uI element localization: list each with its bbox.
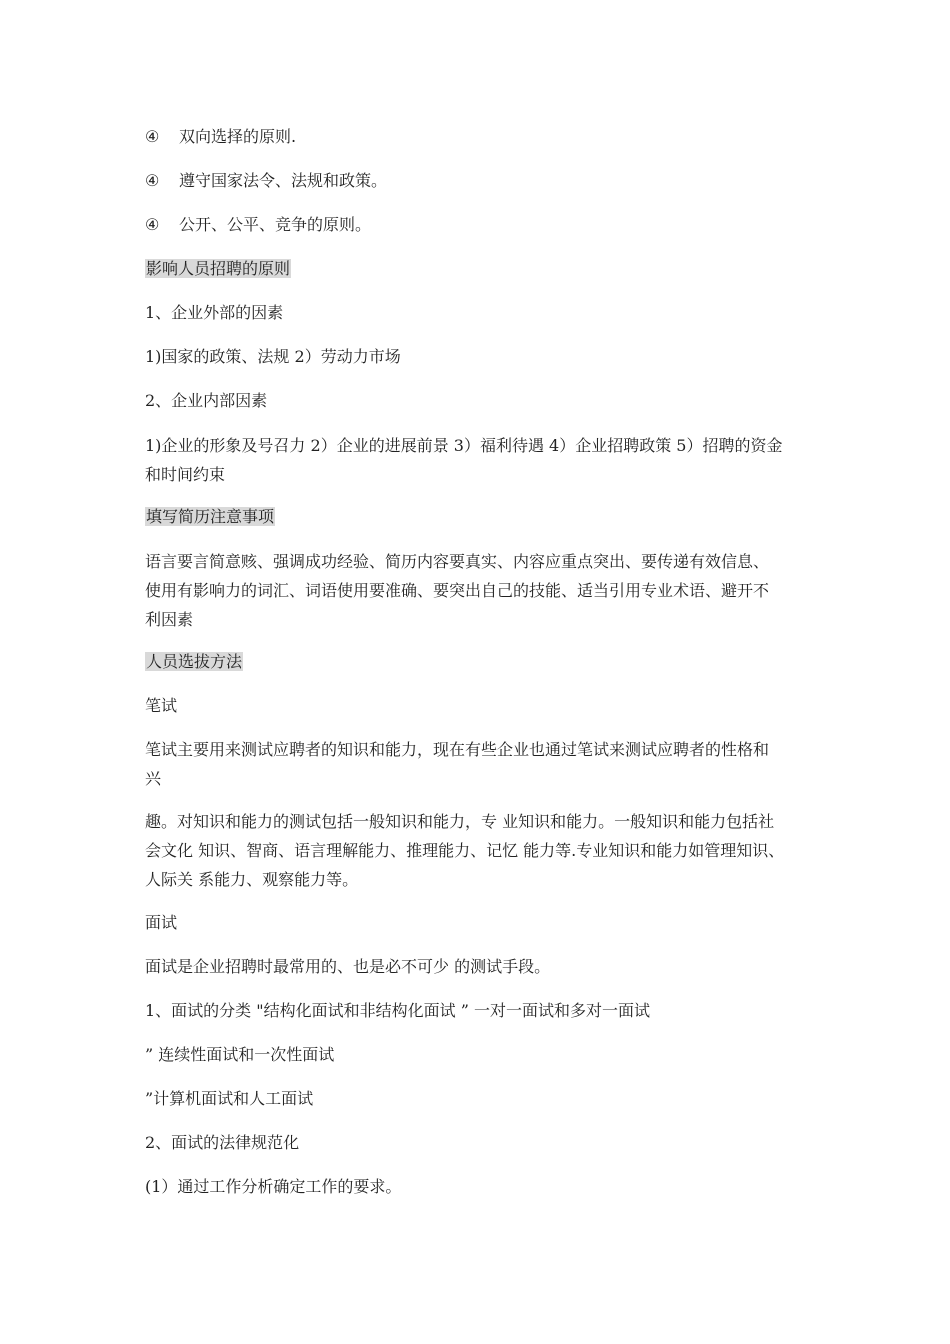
principle-item xyxy=(145,127,296,147)
principle-item xyxy=(145,215,371,235)
circled-number-icon: ④ xyxy=(145,215,160,234)
subsection-title: 笔试 xyxy=(145,696,178,715)
written-test-paragraph xyxy=(145,735,820,793)
factor-item: 1、企业外部的因素 xyxy=(145,303,284,322)
circled-number-icon: ④ xyxy=(145,127,160,146)
factor-detail-paragraph xyxy=(145,431,820,489)
written-test-paragraph xyxy=(145,807,820,894)
paragraph-line: 会文化 知识、智商、语言理解能力、推理能力、记忆 能力等.专业知识和能力如管理知识、 xyxy=(145,841,785,860)
factor-item: 2、企业内部因素 xyxy=(145,391,268,410)
principle-item xyxy=(145,171,387,191)
paragraph-line: 兴 xyxy=(145,769,162,788)
paragraph-line: 利因素 xyxy=(145,610,194,629)
interview-item: (1）通过工作分析确定工作的要求。 xyxy=(145,1177,402,1196)
paragraph-line: 语言要言简意赅、强调成功经验、简历内容要真实、内容应重点突出、要传递有效信息、 xyxy=(145,552,770,571)
paragraph-line: 使用有影响力的词汇、词语使用要准确、要突出自己的技能、适当引用专业术语、避开不 xyxy=(145,581,770,600)
principle-text: 双向选择的原则. xyxy=(179,127,297,146)
paragraph-line: 笔试主要用来测试应聘者的知识和能力，现在有些企业也通过笔试来测试应聘者的性格和 xyxy=(145,740,770,759)
section-heading-text: 填写简历注意事项 xyxy=(146,507,275,526)
subsection-title: 面试 xyxy=(145,913,178,932)
paragraph-line: 人际关 系能力、观察能力等。 xyxy=(145,870,359,889)
principle-text: 遵守国家法令、法规和政策。 xyxy=(179,171,388,190)
resume-tips-paragraph xyxy=(145,547,820,634)
paragraph-line: 趣。对知识和能力的测试包括一般知识和能力，专 业知识和能力。一般知识和能力包括社 xyxy=(145,812,775,831)
section-heading xyxy=(145,259,291,279)
circled-number-icon: ④ xyxy=(145,171,160,190)
section-heading-text: 影响人员招聘的原则 xyxy=(146,259,291,278)
interview-intro: 面试是企业招聘时最常用的、也是必不可少 的测试手段。 xyxy=(145,957,551,976)
section-heading xyxy=(145,507,275,527)
section-heading-text: 人员选拔方法 xyxy=(146,652,243,671)
interview-item: ” 连续性面试和一次性面试 xyxy=(145,1045,335,1064)
factor-detail: 1)国家的政策、法规 2）劳动力市场 xyxy=(145,347,401,366)
paragraph-line: 1)企业的形象及号召力 2）企业的进展前景 3）福利待遇 4）企业招聘政策 5）招聘的资金 xyxy=(145,436,783,455)
principle-text: 公开、公平、竞争的原则。 xyxy=(179,215,372,234)
paragraph-line: 和时间约束 xyxy=(145,465,226,484)
section-heading xyxy=(145,652,243,672)
interview-item: ”计算机面试和人工面试 xyxy=(145,1089,314,1108)
interview-item: 2、面试的法律规范化 xyxy=(145,1133,300,1152)
interview-item: 1、面试的分类 "结构化面试和非结构化面试 ” 一对一面试和多对一面试 xyxy=(145,1001,650,1020)
